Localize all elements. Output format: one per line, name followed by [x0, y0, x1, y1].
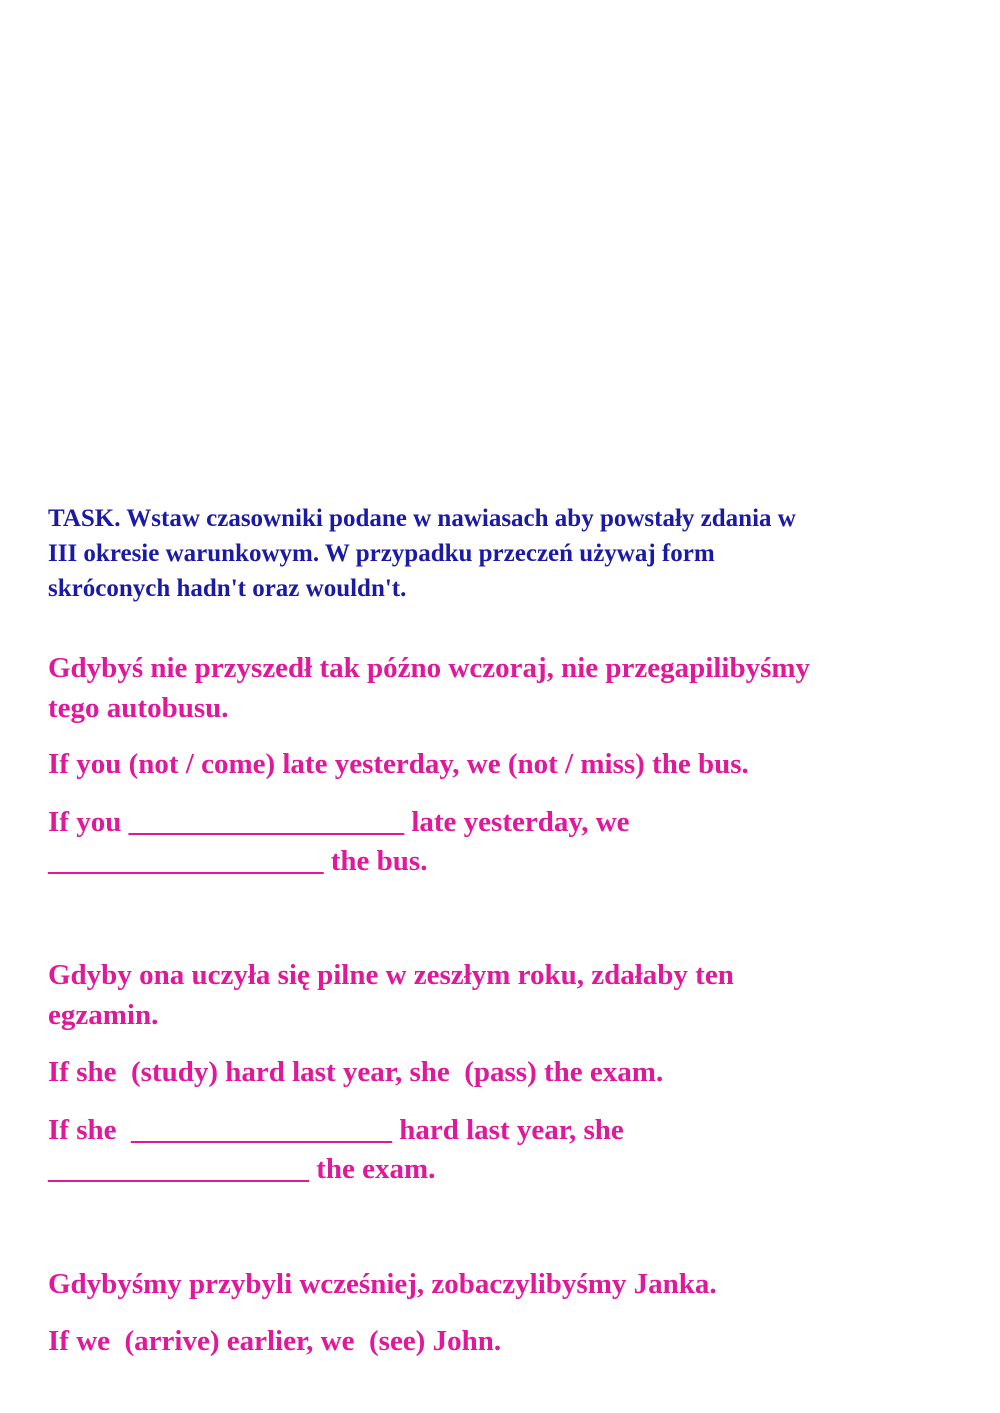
exercise-answer-line: __________________ the exam. — [48, 1153, 436, 1185]
task-line: III okresie warunkowym. W przypadku przeczeń używaj form — [48, 540, 715, 567]
exercise-prompt: If she (study) hard last year, she (pass) the exam. — [48, 1056, 664, 1088]
exercise-polish-sentence: Gdybyś nie przyszedł tak późno wczoraj, nie przegapilibyśmy — [48, 652, 811, 684]
exercise-answer-line: ___________________ the bus. — [48, 845, 428, 877]
exercise-polish-sentence: Gdyby ona uczyła się pilne w zeszłym roku, zdałaby ten — [48, 959, 734, 991]
exercise-polish-sentence: egzamin. — [48, 999, 159, 1031]
exercise-answer-line: If you ___________________ late yesterday, we — [48, 806, 630, 838]
task-line: TASK. Wstaw czasowniki podane w nawiasach aby powstały zdania w — [48, 505, 796, 532]
exercise-answer-line: If she __________________ hard last year, she — [48, 1114, 624, 1146]
exercise-prompt: If we (arrive) earlier, we (see) John. — [48, 1325, 502, 1357]
task-line: skróconych hadn't oraz wouldn't. — [48, 575, 407, 602]
exercise-polish-sentence: tego autobusu. — [48, 692, 229, 724]
exercise-prompt: If you (not / come) late yesterday, we (not / miss) the bus. — [48, 748, 749, 780]
exercise-polish-sentence: Gdybyśmy przybyli wcześniej, zobaczylibyśmy Janka. — [48, 1268, 717, 1300]
